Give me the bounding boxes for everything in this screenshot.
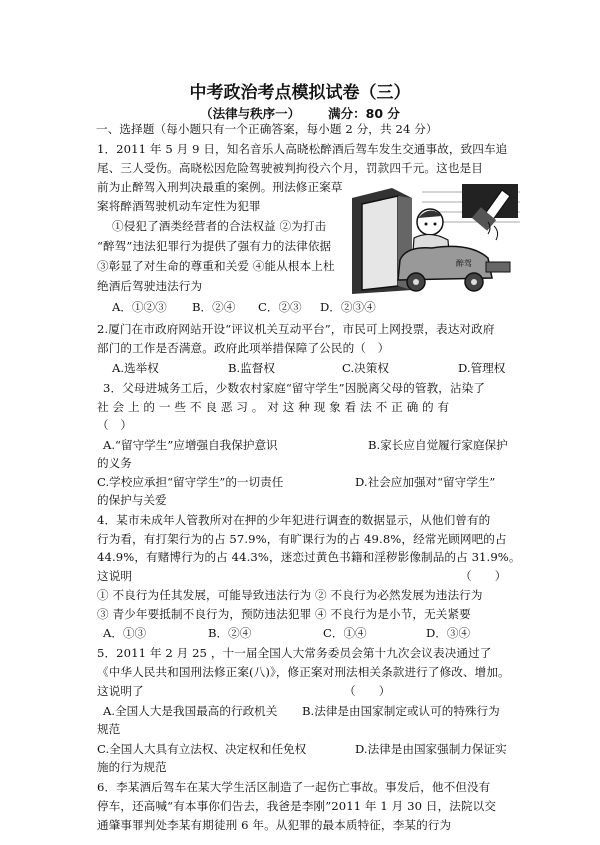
q5-line: 这说明了 [97,684,144,698]
q3-option-d: D.社会应加强对“留守学生” [355,475,496,489]
q4-option-c: C．①④ [323,626,367,640]
q5-option-d: D.法律是由国家强制力保证实 [355,742,507,756]
q1-option-b: B．②④ [192,300,236,314]
q6-line: 通肇事罪判处李某有期徒刑 6 年。从犯罪的最本质特征，李某的行为 [97,818,452,832]
q1-line: 尾、三人受伤。高晓松因危险驾驶被判拘役六个月，罚款四千元。这也是目 [97,161,483,175]
q4-line: 行为看，有打架行为的占 57.9%，有旷课行为的占 49.8%，经常光顾网吧的占 [97,532,507,546]
q2-line: 2.厦门在市政府网站开设“评议机关互动平台”，市民可上网投票，表达对政府 [97,322,495,336]
q1-line: ①侵犯了酒类经营者的合法权益 ②为打击 [112,219,327,233]
q3-option-a: A.“留守学生”应增强自我保护意识 [103,438,278,452]
q3-line: 3．父母进城务工后，少数农村家庭“留守学生”因脱离父母的管教，沾染了 [103,381,486,395]
drunk-driving-cartoon [352,182,520,298]
q4-statement: ① 不良行为任其发展，可能导致违法行为 ② 不良行为必然发展为违法行为 [97,588,483,602]
q4-option-a: A．①③ [103,626,147,640]
q6-line: 6．李某酒后驾车在某大学生活区制造了一起伤亡事故。事发后，他不但没有 [97,780,491,794]
q4-line: 4．某市未成年人管教所对在押的少年犯进行调查的数据显示，从他们曾有的 [97,513,491,527]
q2-option-d: D.管理权 [458,361,506,375]
q3-line: 社 会 上 的 一 些 不 良 恶 习 。 对 这 种 现 象 看 法 不 正 确 的 有 [97,400,450,414]
q4-statement: ③ 青少年要抵制不良行为，预防违法犯罪 ④ 不良行为是小节，无关紧要 [97,607,471,621]
q3-option-d-cont: 的保护与关爱 [97,493,167,507]
q2-option-a: A.选举权 [112,361,159,375]
q4-answer-blank: （ ） [460,569,507,583]
q5-answer-blank: （ ） [344,684,391,698]
q3-line: （ ） [97,418,133,432]
q3-option-b-cont: 的义务 [97,456,132,470]
q1-line: 案将醉酒驾驶机动车定性为犯罪 [97,199,261,213]
q1-line: 绝酒后驾驶违法行为 [97,279,203,293]
q1-line: 前为止醉驾入刑判决最重的案例。刑法修正案草 [97,180,343,194]
q4-option-d: D．③④ [426,626,471,640]
q2-option-b: B.监督权 [228,361,275,375]
q1-line: “醉驾”违法犯罪行为提供了强有力的法律依据 [97,239,332,253]
q3-option-b: B.家长应自觉履行家庭保护 [368,438,508,452]
page-subtitle [0,104,600,122]
q5-line: 5．2011 年 2 月 25 ，十一届全国人大常务委员会第十九次会议表决通过了 [97,646,492,660]
subtitle-topic: （法律与秩序一） [200,106,301,121]
q2-line: 部门的工作是否满意。政府此项举措保障了公民的（ ） [97,341,390,355]
q1-option-c: C．②③ [258,300,302,314]
q1-option-a: A．①②③ [112,300,167,314]
q1-line: 1．2011 年 5 月 9 日，知名音乐人高晓松醉酒后驾车发生交通事故，致四车追 [97,142,508,156]
q1-line: ③彰显了对生命的尊重和关爱 ④能从根本上杜 [97,259,335,273]
q1-option-d: D．②③④ [320,300,376,314]
q5-option-c: C.全国人大具有立法权、决定权和任免权 [97,742,307,756]
q5-option-b-cont: 规范 [97,722,121,736]
q5-option-a: A.全国人大是我国最高的行政机关 [103,704,278,718]
section-heading: 一、选择题（每小题只有一个正确答案，每小题 2 分，共 24 分） [96,122,438,136]
prison-doorway [362,196,398,290]
page-title: 中考政治考点模拟试卷（三） [189,83,411,103]
q4-line: 这说明 [97,569,133,583]
cartoon-label: 醉驾 [456,259,472,268]
full-score: 满分：80 分 [328,106,400,121]
q5-line: 《中华人民共和国刑法修正案(八)》，修正案对刑法相关条款进行了修改、增加。 [97,665,510,679]
q4-line: 44.9%，有赌博行为的占 44.3%，迷恋过黄色书籍和淫秽影像制品的占 31.9%。 [97,550,521,564]
q5-option-b: B.法律是由国家制定或认可的特殊行为 [302,704,500,718]
q4-option-b: B．②④ [208,626,252,640]
q2-option-c: C.决策权 [342,361,389,375]
q5-option-d-cont: 施的行为规范 [97,760,167,774]
q6-line: 停车，还高喊“有本事你们告去，我爸是李刚”2011 年 1 月 30 日，法院以交 [97,799,497,813]
q3-option-c: C.学校应承担“留守学生”的一切责任 [97,475,284,489]
